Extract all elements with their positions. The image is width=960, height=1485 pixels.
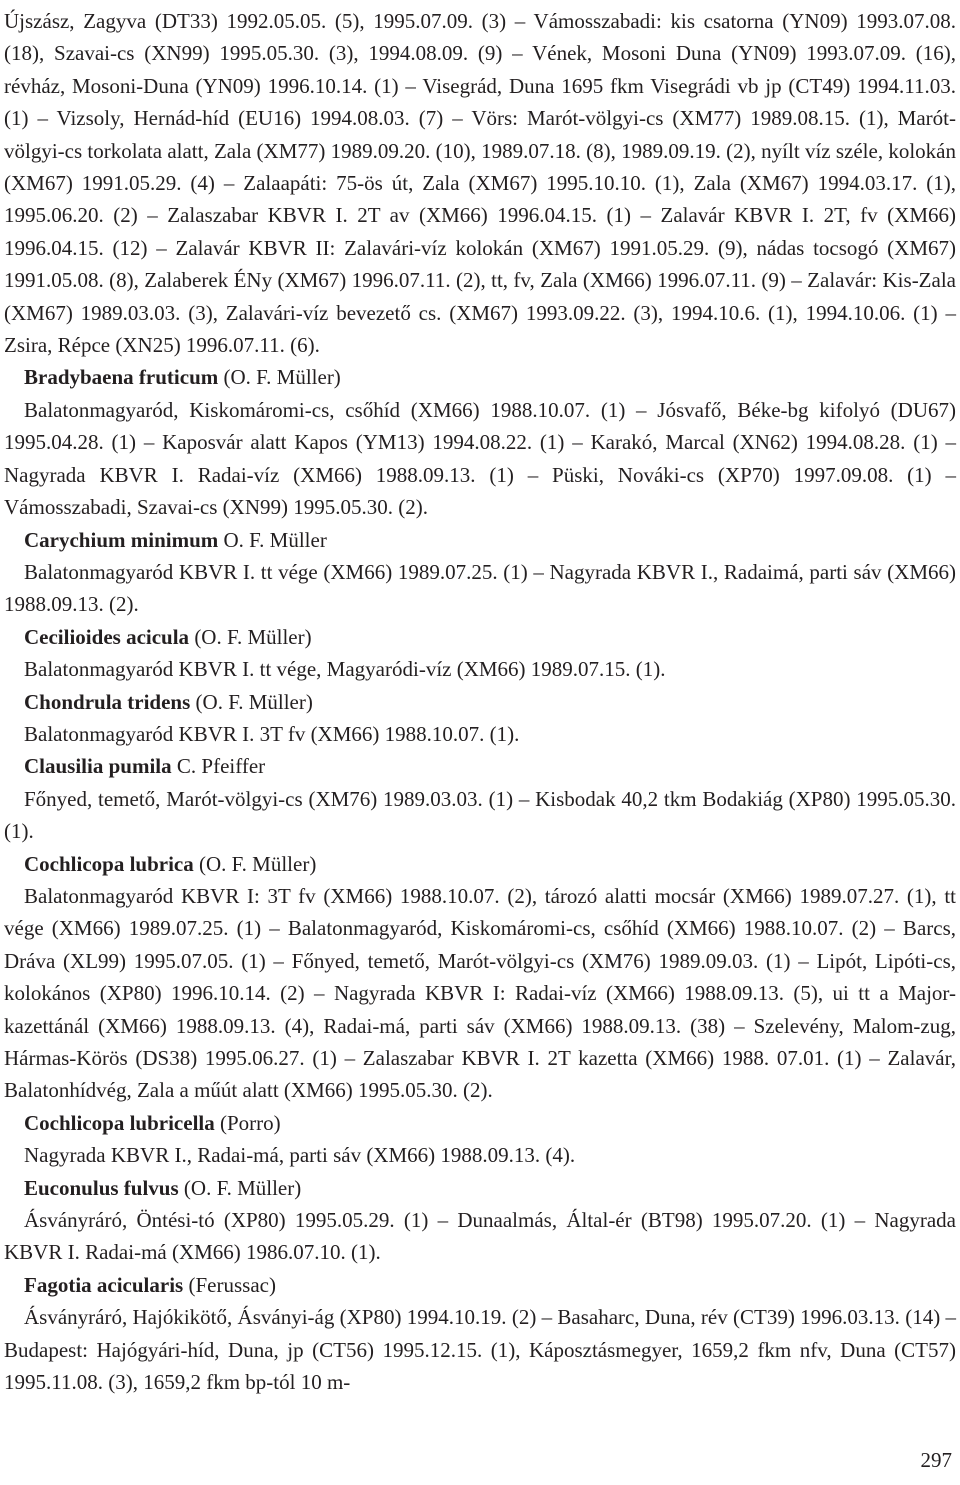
species-name: Clausilia pumila <box>24 754 172 779</box>
species-author: (O. F. Müller) <box>193 851 317 876</box>
species-author: (Ferussac) <box>183 1272 276 1297</box>
species-entry-cochlicopa-lubricella <box>4 1107 956 1172</box>
species-records: Balatonmagyaród KBVR I: 3T fv (XM66) 1988.10.07. (2), tározó alatti mocsár (XM66) 1989.07.27. (1), tt vége (XM66) 1989.07.25. (1) – Balatonmagyaród, Kiskomáromi-cs, csőhíd (XM66) 1988.10.07. (2) – Barcs, Dráva (XL99) 1995.07.05. (1) – Főnyed, temető, Marót-völgyi-cs (XM76) 1989.09.03. (1) – Lipót, Lipóti-cs, kolokános (XP80) 1996.10.14. (2) – Nagyrada KBVR I: Radai-víz (XM66) 1988.09.13. (5), ui tt a Major-kazettánál (XM66) 1988.09.13. (4), Radai-má, parti sáv (XM66) 1988.09.13. (38) – Szelevény, Malom-zug, Hármas-Körös (DS38) 1995.06.27. (1) – Zalaszabar KBVR I. 2T kazetta (XM66) 1988. 07.01. (1) – Zalavár, Balatonhídvég, Zala a műút alatt (XM66) 1995.05.30. (2). <box>4 883 956 1103</box>
species-records: Nagyrada KBVR I., Radai-má, parti sáv (XM66) 1988.09.13. (4). <box>24 1143 576 1168</box>
species-records: Balatonmagyaród, Kiskomáromi-cs, csőhíd (XM66) 1988.10.07. (1) – Jósvafő, Béke-bg kifolyó (DU67) 1995.04.28. (1) – Kaposvár alatt Kapos (YM13) 1994.08.22. (1) – Karakó, Marcal (XN62) 1994.08.28. (1) – Nagyrada KBVR I. Radai-víz (XM66) 1988.09.13. (1) – Püski, Nováki-cs (XP70) 1997.09.08. (1) – Vámosszabadi, Szavai-cs (XN99) 1995.05.30. (2). <box>4 397 956 520</box>
species-entry-bradybaena-fruticum <box>4 361 956 523</box>
species-heading <box>4 1172 956 1204</box>
species-name: Cecilioides acicula <box>24 624 190 649</box>
species-author: (Porro) <box>214 1110 281 1135</box>
species-author: (O. F. Müller) <box>218 365 341 390</box>
species-heading <box>4 621 956 653</box>
species-author: (O. F. Müller) <box>189 624 312 649</box>
species-entry-carychium-minimum <box>4 524 956 621</box>
body-text <box>4 5 956 1398</box>
species-name: Cochlicopa lubricella <box>24 1110 215 1135</box>
page-number: 297 <box>920 1448 952 1472</box>
species-name: Carychium minimum <box>24 527 219 552</box>
species-heading <box>4 361 956 393</box>
species-author: O. F. Müller <box>218 527 327 552</box>
species-records: Főnyed, temető, Marót-völgyi-cs (XM76) 1989.03.03. (1) – Kisbodak 40,2 tkm Bodakiág (XP80) 1995.05.30. (1). <box>4 786 956 844</box>
document-page <box>4 0 956 1485</box>
species-name: Euconulus fulvus <box>24 1175 179 1200</box>
species-name: Chondrula tridens <box>24 689 191 714</box>
species-entry-fagotia-acicularis <box>4 1269 956 1399</box>
species-entry-cochlicopa-lubrica <box>4 848 956 1107</box>
species-entry-cecilioides-acicula <box>4 621 956 686</box>
species-name: Fagotia acicularis <box>24 1272 184 1297</box>
species-name: Bradybaena fruticum <box>24 365 219 390</box>
continuation-paragraph: Újszász, Zagyva (DT33) 1992.05.05. (5), 1995.07.09. (3) – Vámosszabadi: kis csatorna (YN09) 1993.07.08. (18), Szavai-cs (XN99) 1995.05.30. (3), 1994.08.09. (9) – Vének, Mosoni Duna (YN09) 1993.07.09. (16), révház, Mosoni-Duna (YN09) 1996.10.14. (1) – Visegrád, Duna 1695 fkm Visegrádi vb jp (CT49) 1994.11.03. (1) – Vizsoly, Hernád-híd (EU16) 1994.08.03. (7) – Vörs: Marót-völgyi-cs (XM77) 1989.08.15. (1), Marót-völgyi-cs torkolata alatt, Zala (XM77) 1989.09.20. (10), 1989.07.18. (8), 1989.09.19. (2), nyílt víz széle, kolokán (XM67) 1991.05.29. (4) – Zalaapáti: 75-ös út, Zala (XM67) 1995.10.10. (1), Zala (XM67) 1994.03.17. (1), 1995.06.20. (2) – Zalaszabar KBVR I. 2T av (XM66) 1996.04.15. (1) – Zalavár KBVR I. 2T, fv (XM66) 1996.04.15. (12) – Zalavár KBVR II: Zalavári-víz kolokán (XM67) 1991.05.29. (9), nádas tocsogó (XM67) 1991.05.08. (8), Zalaberek ÉNy (XM67) 1996.07.11. (2), tt, fv, Zala (XM66) 1996.07.11. (9) – Zalavár: Kis-Zala (XM67) 1989.03.03. (3), Zalavári-víz bevezető cs. (XM67) 1993.09.22. (3), 1994.10.6. (1), 1994.10.06. (1) – Zsira, Répce (XN25) 1996.07.11. (6). <box>4 9 956 358</box>
species-heading <box>4 1107 956 1139</box>
species-heading <box>4 1269 956 1301</box>
species-heading <box>4 686 956 718</box>
species-name: Cochlicopa lubrica <box>24 851 194 876</box>
species-entry-clausilia-pumila <box>4 750 956 847</box>
species-heading <box>4 750 956 782</box>
species-author: (O. F. Müller) <box>190 689 313 714</box>
species-records: Balatonmagyaród KBVR I. tt vége (XM66) 1989.07.25. (1) – Nagyrada KBVR I., Radaimá, parti sáv (XM66) 1988.09.13. (2). <box>4 559 956 617</box>
species-author: (O. F. Müller) <box>178 1175 302 1200</box>
species-heading <box>4 524 956 556</box>
species-records: Balatonmagyaród KBVR I. tt vége, Magyaródi-víz (XM66) 1989.07.15. (1). <box>24 657 666 682</box>
species-author: C. Pfeiffer <box>171 754 266 779</box>
species-entry-chondrula-tridens <box>4 686 956 751</box>
species-records: Ásványráró, Hajókikötő, Ásványi-ág (XP80) 1994.10.19. (2) – Basaharc, Duna, rév (CT39) 1996.03.13. (14) – Budapest: Hajógyári-híd, Duna, jp (CT56) 1995.12.15. (1), Káposztásmegyer, 1659,2 fkm nfv, Duna (CT57) 1995.11.08. (3), 1659,2 fkm bp-tól 10 m- <box>4 1305 956 1395</box>
species-heading <box>4 848 956 880</box>
species-records: Ásványráró, Öntési-tó (XP80) 1995.05.29. (1) – Dunaalmás, Által-ér (BT98) 1995.07.20. (1) – Nagyrada KBVR I. Radai-má (XM66) 1986.07.10. (1). <box>4 1208 956 1265</box>
species-records: Balatonmagyaród KBVR I. 3T fv (XM66) 1988.10.07. (1). <box>24 721 520 746</box>
species-entry-euconulus-fulvus <box>4 1172 956 1269</box>
